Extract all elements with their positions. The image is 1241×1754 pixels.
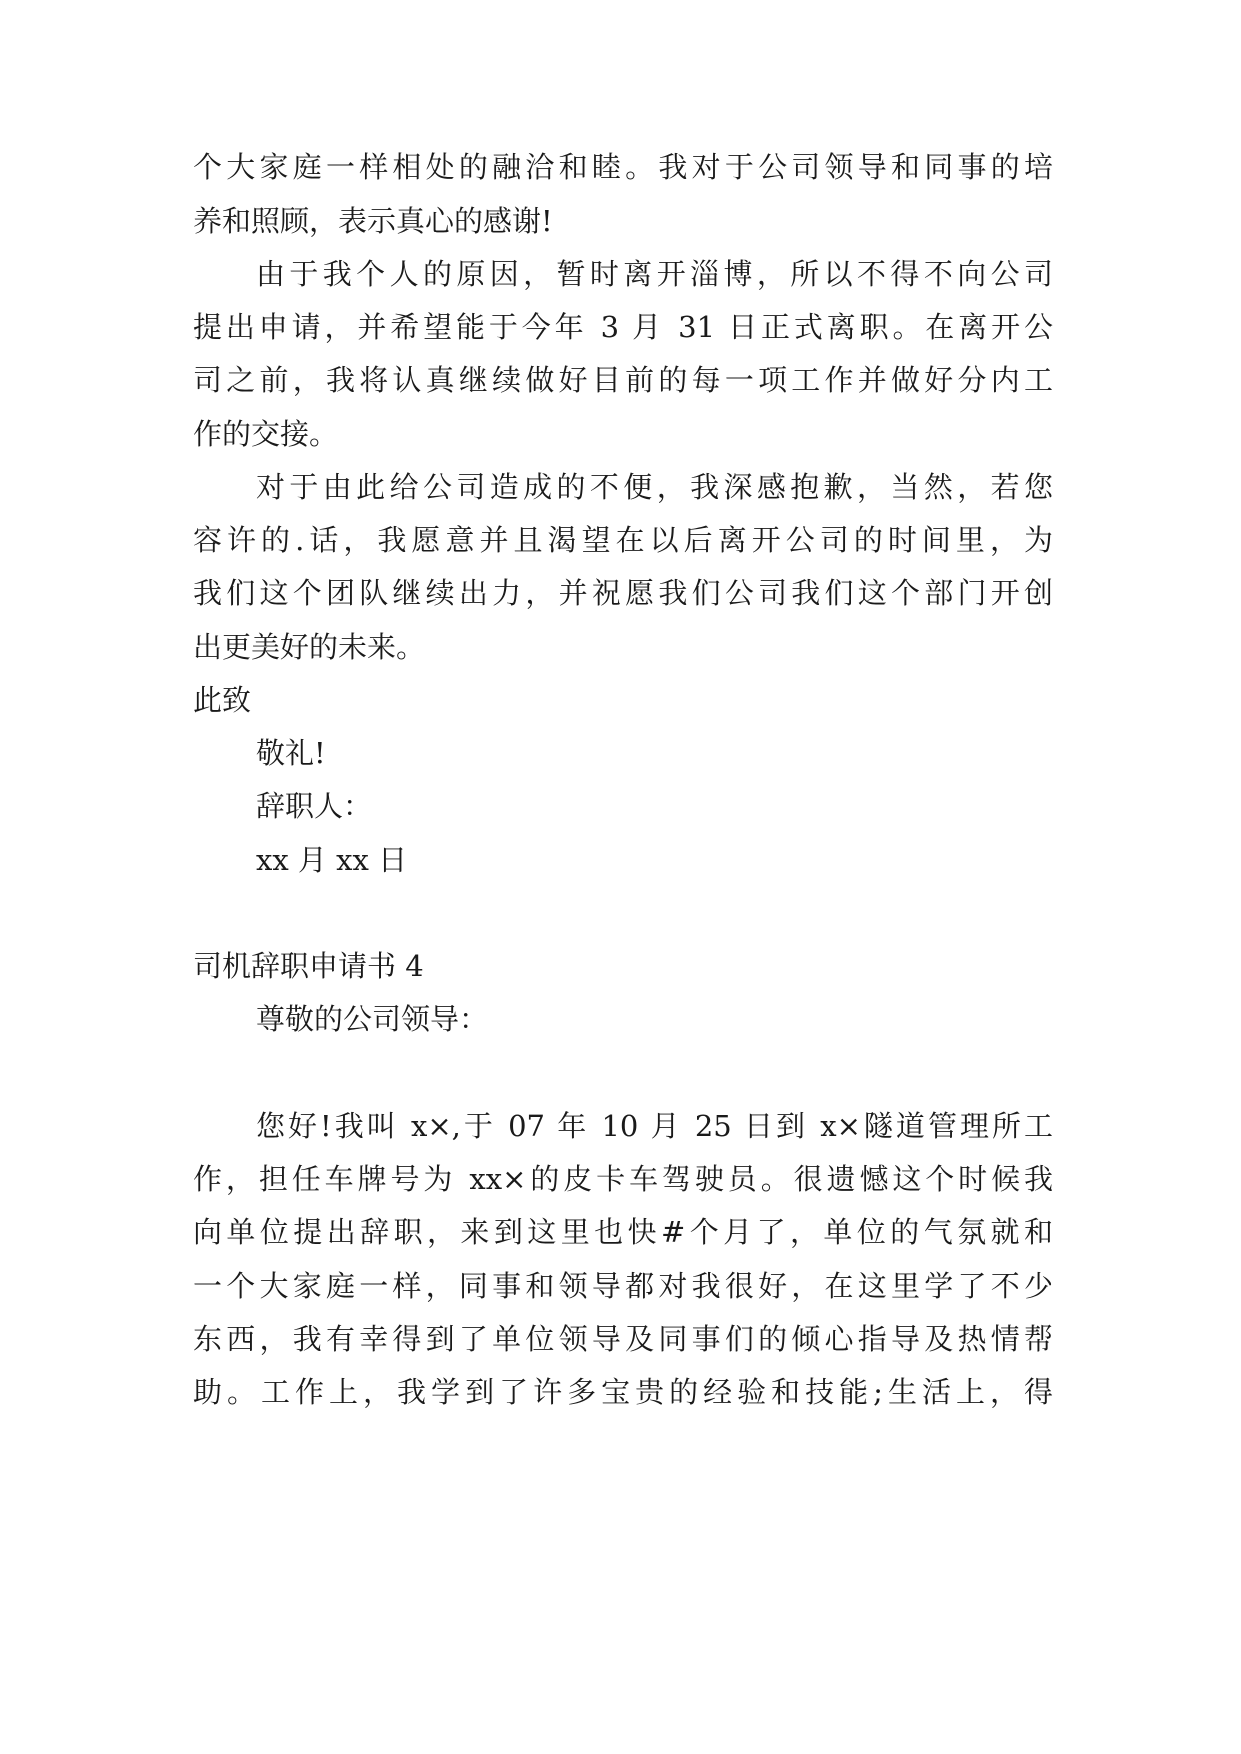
paragraph4-line-1: 您好!我叫 x×,于 07 年 10 月 25 日到 x×隧道管理所工 [256, 1109, 1053, 1143]
paragraph4-line-5: 东西，我有幸得到了单位领导及同事们的倾心指导及热情帮 [193, 1322, 1053, 1356]
paragraph3-line-3: 我们这个团队继续出力，并祝愿我们公司我们这个部门开创 [193, 576, 1053, 610]
paragraph2-line-4: 作的交接。 [193, 417, 339, 451]
closing-regards: 敬礼! [256, 736, 326, 770]
paragraph2-line-2: 提出申请，并希望能于今年 3 月 31 日正式离职。在离开公 [193, 310, 1053, 344]
paragraph4-line-4: 一个大家庭一样，同事和领导都对我很好，在这里学了不少 [193, 1269, 1053, 1303]
paragraph4-line-2: 作，担任车牌号为 xx×的皮卡车驾驶员。很遗憾这个时候我 [193, 1162, 1053, 1196]
paragraph4-line-6: 助。工作上，我学到了许多宝贵的经验和技能;生活上，得 [193, 1375, 1053, 1409]
paragraph2-line-1: 由于我个人的原因，暂时离开淄博，所以不得不向公司 [256, 257, 1053, 291]
paragraph1-line-2: 养和照顾，表示真心的感谢! [193, 204, 553, 238]
paragraph2-line-3: 司之前，我将认真继续做好目前的每一项工作并做好分内工 [193, 363, 1053, 397]
paragraph1-line-1: 个大家庭一样相处的融洽和睦。我对于公司领导和同事的培 [193, 150, 1053, 184]
paragraph3-line-4: 出更美好的未来。 [193, 630, 426, 664]
paragraph3-line-1: 对于由此给公司造成的不便，我深感抱歉，当然，若您 [256, 470, 1053, 504]
section-title: 司机辞职申请书 4 [193, 949, 424, 983]
date-line: xx 月 xx 日 [256, 843, 408, 877]
paragraph4-line-3: 向单位提出辞职，来到这里也快#个月了，单位的气氛就和 [193, 1215, 1053, 1249]
closing-to: 此致 [193, 683, 252, 717]
resigner-label: 辞职人： [256, 789, 373, 823]
paragraph3-line-2: 容许的.话，我愿意并且渴望在以后离开公司的时间里，为 [193, 523, 1053, 557]
salutation: 尊敬的公司领导： [256, 1002, 489, 1036]
